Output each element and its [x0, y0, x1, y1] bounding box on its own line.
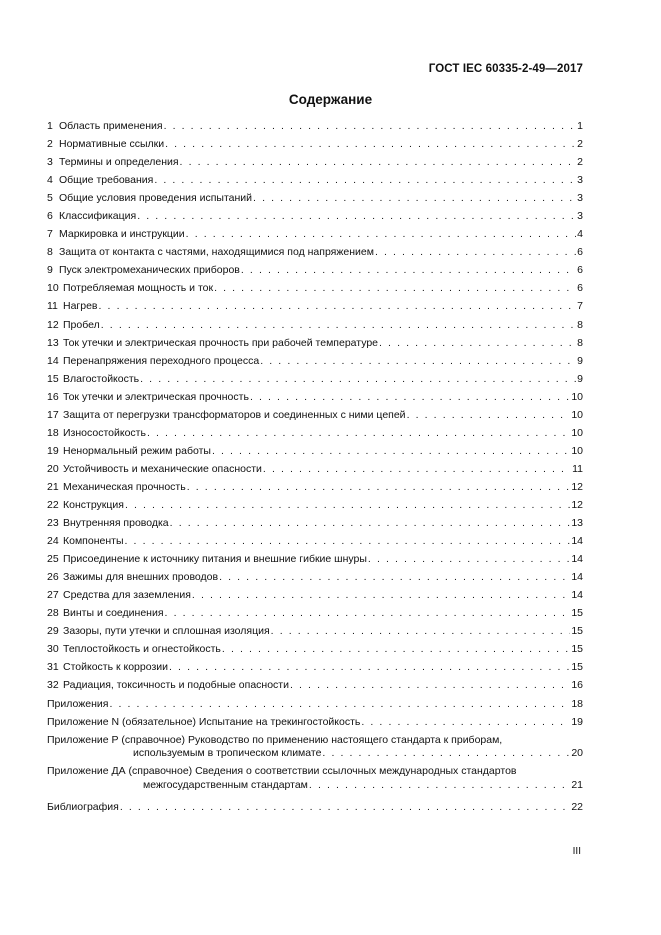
- toc-entry-label: Перенапряжения переходного процесса: [63, 354, 260, 367]
- toc-entry-number: 24: [47, 535, 59, 548]
- toc-entry[interactable]: [47, 409, 583, 427]
- toc-entry[interactable]: [47, 499, 583, 517]
- toc-entry-number: 12: [47, 318, 59, 331]
- toc-entry-number: 20: [47, 462, 59, 475]
- toc-entry-page: 9: [577, 372, 583, 385]
- toc-entry-label: Нагрев: [63, 300, 98, 313]
- toc-entry-label-group: [47, 499, 124, 512]
- toc-entry-label: Теплостойкость и огнестойкость: [63, 643, 221, 656]
- toc-entry[interactable]: [47, 607, 583, 625]
- toc-entry-line2: [47, 779, 583, 801]
- toc-entry-number: 27: [47, 589, 59, 602]
- toc-entry[interactable]: [47, 589, 583, 607]
- leader-dots: [322, 747, 570, 760]
- toc-entry-label-group: [47, 282, 213, 295]
- toc-entry-label-group: [47, 373, 139, 386]
- leader-dots: [165, 607, 571, 620]
- toc-entry[interactable]: [47, 571, 583, 589]
- toc-entry[interactable]: [47, 661, 583, 679]
- toc-entry[interactable]: [47, 192, 583, 210]
- toc-entry-page: 15: [571, 643, 583, 656]
- toc-entry-label-group: [47, 228, 185, 241]
- leader-dots: [250, 391, 570, 404]
- toc-entry-line2: [47, 747, 583, 765]
- leader-dots: [180, 156, 577, 169]
- toc-entry[interactable]: [47, 445, 583, 463]
- toc-entry-number: 1: [47, 120, 53, 132]
- toc-entry-label-line2: межгосударственным стандартам: [143, 778, 308, 791]
- toc-entry[interactable]: [47, 282, 583, 300]
- leader-dots: [368, 553, 570, 566]
- toc-entry-label-group: [47, 481, 186, 494]
- toc-entry[interactable]: [47, 120, 583, 138]
- toc-entry-label: Нормативные ссылки: [59, 138, 165, 151]
- toc-entry-label: Присоединение к источнику питания и внешние гибкие шнуры: [63, 553, 367, 566]
- toc-entry-number: 6: [47, 210, 53, 223]
- toc-entry-page: 13: [571, 517, 583, 530]
- toc-entry[interactable]: [47, 553, 583, 571]
- toc-entry-page: 10: [571, 426, 583, 439]
- leader-dots: [271, 625, 571, 638]
- leader-dots: [120, 801, 570, 814]
- toc-entry-page: 21: [571, 778, 583, 791]
- toc-entry-page: 9: [577, 354, 583, 367]
- leader-dots: [169, 661, 570, 674]
- toc-entry-number: 11: [47, 300, 58, 313]
- toc-entry-number: 10: [47, 282, 59, 295]
- toc-entry-label: Конструкция: [63, 498, 124, 511]
- toc-entry-page: 22: [571, 800, 583, 813]
- leader-dots: [219, 571, 570, 584]
- toc-entry-page: 16: [571, 679, 583, 692]
- toc-entry-label: Классификация: [59, 210, 137, 223]
- toc-entry[interactable]: [47, 210, 583, 228]
- toc-entry-page: 8: [577, 336, 583, 349]
- toc-entry-label-group: [47, 337, 378, 350]
- toc-entry[interactable]: [47, 228, 583, 246]
- toc-entry-page: 14: [571, 589, 583, 602]
- toc-entry-label-group: [47, 174, 153, 187]
- leader-dots: [170, 517, 571, 530]
- toc-entry-page: 3: [577, 192, 583, 205]
- toc-entry-appendix-da[interactable]: [47, 765, 583, 801]
- toc-entry[interactable]: [47, 373, 583, 391]
- toc-entry-label: Влагостойкость: [63, 372, 140, 385]
- toc-entry-label-group: [47, 355, 259, 368]
- toc-entry-label: Приложения: [47, 697, 109, 710]
- toc-entry-label: Зажимы для внешних проводов: [63, 571, 219, 584]
- toc-entry-page: 3: [577, 210, 583, 223]
- toc-entry-page: 12: [571, 480, 583, 493]
- leader-dots: [154, 174, 576, 187]
- toc-entry-label-group: [47, 120, 163, 133]
- toc-entry-label-line1: Приложение Р (справочное) Руководство по применению настоящего стандарта к приборам,: [47, 733, 503, 746]
- toc-entry[interactable]: [47, 463, 583, 481]
- toc-entry-label: Маркировка и инструкции: [59, 228, 185, 241]
- toc-entry-label: Потребляемая мощность и ток: [63, 282, 214, 295]
- toc-entry-number: 26: [47, 571, 59, 584]
- toc-entry-label: Винты и соединения: [63, 607, 164, 620]
- leader-dots: [125, 535, 571, 548]
- leader-dots: [186, 228, 576, 241]
- toc-entry-label-group: [47, 409, 406, 422]
- toc-entry-page: 10: [571, 444, 583, 457]
- toc-entry-label-group: [47, 319, 100, 332]
- leader-dots: [147, 427, 570, 440]
- toc-entry[interactable]: [47, 300, 583, 318]
- toc-entry-label-group: [47, 661, 168, 674]
- toc-entry-number: 5: [47, 192, 53, 205]
- table-of-contents: [47, 120, 583, 819]
- toc-entry-label-line1: Приложение ДА (справочное) Сведения о соответствии ссылочных международных стандартов: [47, 765, 517, 778]
- toc-entry-label-group: [47, 643, 221, 656]
- toc-entry-label: Библиография: [47, 800, 119, 813]
- toc-entry-label: Защита от перегрузки трансформаторов и соединенных с ними цепей: [63, 408, 406, 421]
- toc-entry[interactable]: [47, 391, 583, 409]
- toc-entry-label-group: [47, 679, 289, 692]
- toc-entry-label: Ненормальный режим работы: [63, 444, 211, 457]
- toc-entry-number: 14: [47, 354, 59, 367]
- toc-entry-number: 18: [47, 426, 59, 439]
- toc-entry-label-group: [47, 246, 374, 259]
- standard-designation: ГОСТ IEC 60335-2-49—2017: [428, 63, 583, 75]
- toc-entry-label: Ток утечки и электрическая прочность: [63, 390, 249, 403]
- toc-entry-appendices[interactable]: [47, 698, 583, 716]
- toc-entry-number: 28: [47, 607, 59, 620]
- toc-entry-number: 16: [47, 390, 59, 403]
- toc-entry-number: 25: [47, 553, 59, 566]
- toc-entry-label-group: [47, 445, 211, 458]
- toc-entry-label-group: [47, 210, 136, 223]
- leader-dots: [101, 319, 576, 332]
- toc-entry-page: 15: [571, 607, 583, 620]
- leader-dots: [137, 210, 576, 223]
- leader-dots: [140, 373, 576, 386]
- leader-dots: [263, 463, 571, 476]
- toc-entry[interactable]: [47, 427, 583, 445]
- toc-entry-number: 9: [47, 264, 53, 277]
- toc-entry-number: 8: [47, 246, 53, 259]
- toc-entry-label: Общие условия проведения испытаний: [59, 192, 253, 205]
- toc-entry-label: Механическая прочность: [63, 480, 186, 493]
- leader-dots: [125, 499, 570, 512]
- toc-entry-label: Пуск электромеханических приборов: [59, 264, 240, 277]
- toc-entry[interactable]: [47, 481, 583, 499]
- toc-entry[interactable]: [47, 337, 583, 355]
- toc-entry-number: 32: [47, 679, 59, 692]
- leader-dots: [165, 138, 576, 151]
- toc-entry-label: Зазоры, пути утечки и сплошная изоляция: [63, 625, 270, 638]
- toc-entry-label-group: [47, 391, 249, 404]
- toc-entry-page: 6: [577, 282, 583, 295]
- toc-entry-label-group: [47, 300, 98, 313]
- toc-entry-page: 7: [577, 300, 583, 313]
- toc-entry[interactable]: [47, 355, 583, 373]
- toc-entry-page: 6: [577, 246, 583, 259]
- leader-dots: [290, 679, 570, 692]
- toc-entry-label: Термины и определения: [59, 156, 179, 169]
- toc-entry-label: Область применения: [59, 120, 163, 132]
- toc-entry-number: 29: [47, 625, 59, 638]
- toc-entry-label: Общие требования: [59, 174, 154, 187]
- toc-entry-page: 6: [577, 264, 583, 277]
- toc-entry-appendix-p[interactable]: [47, 734, 583, 766]
- toc-entry-label: Ток утечки и электрическая прочность при рабочей температуре: [63, 336, 379, 349]
- toc-entry[interactable]: [47, 174, 583, 192]
- toc-entry-label-group: [47, 192, 252, 205]
- leader-dots: [309, 779, 570, 792]
- toc-entry-number: 4: [47, 174, 53, 187]
- page-number: III: [572, 846, 581, 857]
- toc-entry-label-group: [47, 463, 262, 476]
- toc-entry-label-group: [47, 138, 164, 151]
- toc-entry-page: 8: [577, 318, 583, 331]
- toc-entry-number: 7: [47, 228, 53, 241]
- toc-entry[interactable]: [47, 319, 583, 337]
- toc-entry-label-group: [47, 427, 146, 440]
- leader-dots: [222, 643, 570, 656]
- toc-entry-number: 30: [47, 643, 59, 656]
- toc-entry[interactable]: [47, 156, 583, 174]
- toc-entry-page: 1: [577, 120, 583, 132]
- leader-dots: [241, 264, 576, 277]
- toc-entry-page: 15: [571, 661, 583, 674]
- toc-entry-label-group: [47, 625, 270, 638]
- toc-entry-page: 11: [572, 462, 583, 475]
- toc-entry-number: 22: [47, 498, 59, 511]
- toc-entry-number: 3: [47, 156, 53, 169]
- toc-entry[interactable]: [47, 246, 583, 264]
- toc-entry[interactable]: [47, 679, 583, 697]
- toc-entry-label: Внутренняя проводка: [63, 517, 169, 530]
- toc-entry-number: 17: [47, 408, 59, 421]
- toc-entry-page: 15: [571, 625, 583, 638]
- toc-entry-label: Компоненты: [63, 535, 124, 548]
- leader-dots: [99, 300, 577, 313]
- toc-entry-page: 14: [571, 553, 583, 566]
- toc-entry-number: 31: [47, 661, 59, 674]
- leader-dots: [253, 192, 576, 205]
- toc-entry-page: 2: [577, 138, 583, 151]
- toc-entry-appendix-n[interactable]: [47, 716, 583, 734]
- toc-entry[interactable]: [47, 138, 583, 156]
- toc-entry-label: Защита от контакта с частями, находящимися под напряжением: [59, 246, 374, 259]
- leader-dots: [361, 716, 570, 729]
- toc-entry-label: Приложение N (обязательное) Испытание на трекингостойкость: [47, 715, 361, 728]
- toc-entry[interactable]: [47, 535, 583, 553]
- toc-entry-label-group: [47, 607, 164, 620]
- leader-dots: [109, 698, 570, 711]
- leader-dots: [379, 337, 576, 350]
- toc-entry-label-group: [47, 553, 367, 566]
- toc-entry-label-group: [47, 517, 169, 530]
- toc-entry-page: 2: [577, 156, 583, 169]
- toc-entry-number: 21: [47, 480, 59, 493]
- toc-entry-number: 15: [47, 372, 59, 385]
- leader-dots: [187, 481, 571, 494]
- toc-entry-label-group: [47, 264, 240, 277]
- toc-entry-label: Радиация, токсичность и подобные опасности: [63, 679, 289, 692]
- toc-entry-page: 4: [577, 228, 583, 241]
- leader-dots: [164, 120, 577, 133]
- leader-dots: [212, 445, 570, 458]
- toc-sections: [47, 120, 583, 698]
- toc-entry-label: Средства для заземления: [63, 589, 191, 602]
- toc-entry-label-line2: используемым в тропическом климате: [133, 747, 322, 760]
- toc-entry-label-group: [47, 589, 191, 602]
- leader-dots: [375, 246, 576, 259]
- toc-entry-number: 13: [47, 336, 59, 349]
- toc-entry-number: 23: [47, 517, 59, 530]
- toc-entry-number: 2: [47, 138, 53, 151]
- leader-dots: [214, 282, 576, 295]
- page-title: Содержание: [288, 92, 373, 107]
- toc-entry-page: 19: [571, 715, 583, 728]
- toc-entry-label-group: [47, 571, 218, 584]
- toc-entry-page: 12: [571, 498, 583, 511]
- toc-entry-page: 10: [571, 390, 583, 403]
- leader-dots: [260, 355, 576, 368]
- toc-entry[interactable]: [47, 643, 583, 661]
- toc-entry-page: 10: [571, 408, 583, 421]
- toc-entry-label: Износостойкость: [63, 426, 146, 439]
- toc-entry-page: 14: [571, 571, 583, 584]
- leader-dots: [192, 589, 570, 602]
- toc-entry-page: 3: [577, 174, 583, 187]
- toc-entry-label-group: [47, 535, 124, 548]
- toc-entry-bibliography[interactable]: [47, 801, 583, 819]
- toc-entry-label: Стойкость к коррозии: [63, 661, 168, 674]
- toc-entry-label: Пробел: [63, 318, 100, 331]
- toc-entry-label-group: [47, 156, 179, 169]
- toc-entry[interactable]: [47, 264, 583, 282]
- toc-entry[interactable]: [47, 517, 583, 535]
- toc-entry-page: 20: [571, 747, 583, 760]
- toc-entry-page: 18: [571, 697, 583, 710]
- toc-entry-number: 19: [47, 444, 59, 457]
- toc-entry-label: Устойчивость и механические опасности: [63, 462, 262, 475]
- leader-dots: [407, 409, 571, 422]
- toc-entry[interactable]: [47, 625, 583, 643]
- toc-entry-page: 14: [571, 535, 583, 548]
